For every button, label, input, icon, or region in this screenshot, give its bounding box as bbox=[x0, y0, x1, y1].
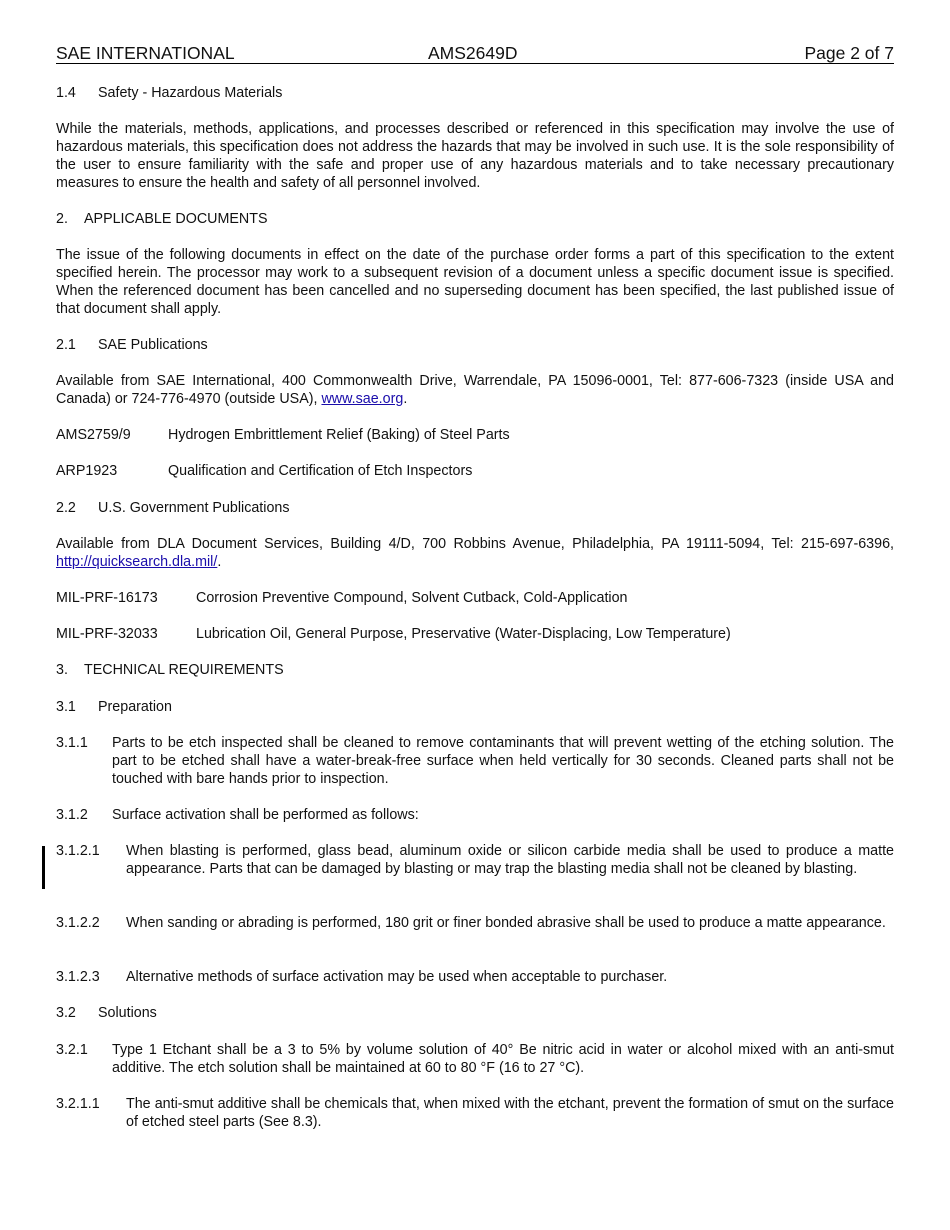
paragraph-1-4: While the materials, methods, applications, and processes described or referenced in this specification may involve the use of hazardous materials, this specification does not address the hazards that may be involved in such use. It is the sole responsibility of the user to ensure familiarity with the safe and proper use of any hazardous materials and to take necessary precautionary measures to ensure the health and safety of all personnel involved. bbox=[56, 121, 894, 191]
paragraph-3-1-2 bbox=[56, 806, 894, 824]
paragraph-2: The issue of the following documents in effect on the date of the purchase order forms a part of this specification to the extent specified herein. The processor may work to a subsequent revision of a document unless a specific document issue is specified. When the referenced document has been cancelled and no superseding document has been specified, the last published issue of that document shall apply. bbox=[56, 247, 894, 317]
section-title: Solutions bbox=[98, 1005, 157, 1021]
reference-arp1923 bbox=[56, 462, 894, 480]
paragraph-3-1-2-2 bbox=[56, 914, 894, 950]
paragraph-number: 3.1.2.2 bbox=[56, 915, 100, 931]
paragraph-number: 3.1.2.3 bbox=[56, 969, 100, 985]
paragraph-end: . bbox=[403, 391, 408, 407]
reference-code: MIL-PRF-16173 bbox=[56, 590, 158, 606]
reference-code: MIL-PRF-32033 bbox=[56, 626, 158, 642]
heading-3-1 bbox=[56, 698, 894, 716]
paragraph-number: 3.2.1 bbox=[56, 1042, 88, 1058]
paragraph-number: 3.1.2.1 bbox=[56, 843, 100, 859]
heading-3-2 bbox=[56, 1004, 894, 1022]
paragraph-3-1-2-1 bbox=[56, 842, 894, 896]
reference-title: Corrosion Preventive Compound, Solvent Cutback, Cold-Application bbox=[196, 590, 628, 606]
paragraph-2-2 bbox=[56, 535, 894, 571]
page-header bbox=[56, 43, 894, 64]
section-number: 1.4 bbox=[56, 85, 76, 101]
section-title: APPLICABLE DOCUMENTS bbox=[84, 211, 268, 227]
section-number: 2.1 bbox=[56, 337, 76, 353]
paragraph-number: 3.2.1.1 bbox=[56, 1096, 100, 1112]
section-number: 3. bbox=[56, 662, 68, 678]
section-number: 2.2 bbox=[56, 500, 76, 516]
paragraph-number: 3.1.1 bbox=[56, 735, 88, 751]
paragraph-text: Type 1 Etchant shall be a 3 to 5% by volume solution of 40° Be nitric acid in water or alcohol mixed with an anti-smut additive. The etch solution shall be maintained at 60 to 80 °F (16 to 27 °C). bbox=[112, 1042, 894, 1076]
header-org: SAE INTERNATIONAL bbox=[56, 43, 235, 63]
paragraph-text: Parts to be etch inspected shall be cleaned to remove contaminants that will prevent wetting of the etching solution. The part to be etched shall have a water-break-free surface when held vertically for 30 seconds. Cleaned parts shall not be touched with bare hands prior to inspection. bbox=[112, 735, 894, 787]
section-title: SAE Publications bbox=[98, 337, 208, 353]
section-number: 2. bbox=[56, 211, 68, 227]
reference-mil-prf-16173 bbox=[56, 589, 894, 607]
revision-change-bar bbox=[42, 846, 45, 889]
paragraph-text: Alternative methods of surface activation may be used when acceptable to purchaser. bbox=[126, 969, 668, 985]
header-page-number: Page 2 of 7 bbox=[804, 43, 894, 63]
paragraph-text: Surface activation shall be performed as follows: bbox=[112, 807, 419, 823]
heading-2-2 bbox=[56, 499, 894, 517]
heading-2 bbox=[56, 210, 894, 228]
paragraph-end: . bbox=[217, 554, 222, 570]
heading-2-1 bbox=[56, 336, 894, 354]
section-title: TECHNICAL REQUIREMENTS bbox=[84, 662, 284, 678]
reference-title: Qualification and Certification of Etch Inspectors bbox=[168, 463, 473, 479]
paragraph-text: Available from SAE International, 400 Commonwealth Drive, Warrendale, PA 15096-0001, Tel: 877-606-7323 (inside USA and Canada) or 724-776-4970 (outside USA), bbox=[56, 373, 894, 407]
paragraph-text: When sanding or abrading is performed, 180 grit or finer bonded abrasive shall be used to produce a matte appearance. bbox=[126, 915, 886, 931]
heading-1-4 bbox=[56, 84, 894, 102]
paragraph-number: 3.1.2 bbox=[56, 807, 88, 823]
paragraph-3-2-1 bbox=[56, 1041, 894, 1077]
header-doc-id: AMS2649D bbox=[428, 43, 518, 63]
section-title: Preparation bbox=[98, 699, 172, 715]
paragraph-text: Available from DLA Document Services, Building 4/D, 700 Robbins Avenue, Philadelphia, PA 19111-5094, Tel: 215-697-6396, bbox=[56, 536, 894, 552]
reference-code: AMS2759/9 bbox=[56, 427, 131, 443]
paragraph-3-2-1-1 bbox=[56, 1095, 894, 1131]
paragraph-text: The anti-smut additive shall be chemicals that, when mixed with the etchant, prevent the formation of smut on the surface of etched steel parts (See 8.3). bbox=[126, 1096, 894, 1130]
heading-3 bbox=[56, 661, 894, 679]
sae-website-link[interactable]: www.sae.org bbox=[321, 391, 404, 407]
paragraph-3-1-1 bbox=[56, 734, 894, 788]
reference-code: ARP1923 bbox=[56, 463, 118, 479]
section-title: U.S. Government Publications bbox=[98, 500, 290, 516]
dla-quicksearch-link[interactable]: http://quicksearch.dla.mil/ bbox=[56, 554, 218, 570]
paragraph-text: When blasting is performed, glass bead, aluminum oxide or silicon carbide media shall be used to produce a matte appearance. Parts that can be damaged by blasting or may trap the blasting media shall not be cleaned by blasting. bbox=[126, 843, 894, 877]
reference-title: Hydrogen Embrittlement Relief (Baking) of Steel Parts bbox=[168, 427, 510, 443]
paragraph-3-1-2-3 bbox=[56, 968, 894, 986]
section-title: Safety - Hazardous Materials bbox=[98, 85, 283, 101]
paragraph-2-1 bbox=[56, 372, 894, 408]
reference-mil-prf-32033 bbox=[56, 625, 894, 643]
section-number: 3.2 bbox=[56, 1005, 76, 1021]
section-number: 3.1 bbox=[56, 699, 76, 715]
reference-ams2759-9 bbox=[56, 426, 894, 444]
reference-title: Lubrication Oil, General Purpose, Preservative (Water-Displacing, Low Temperature) bbox=[196, 626, 731, 642]
